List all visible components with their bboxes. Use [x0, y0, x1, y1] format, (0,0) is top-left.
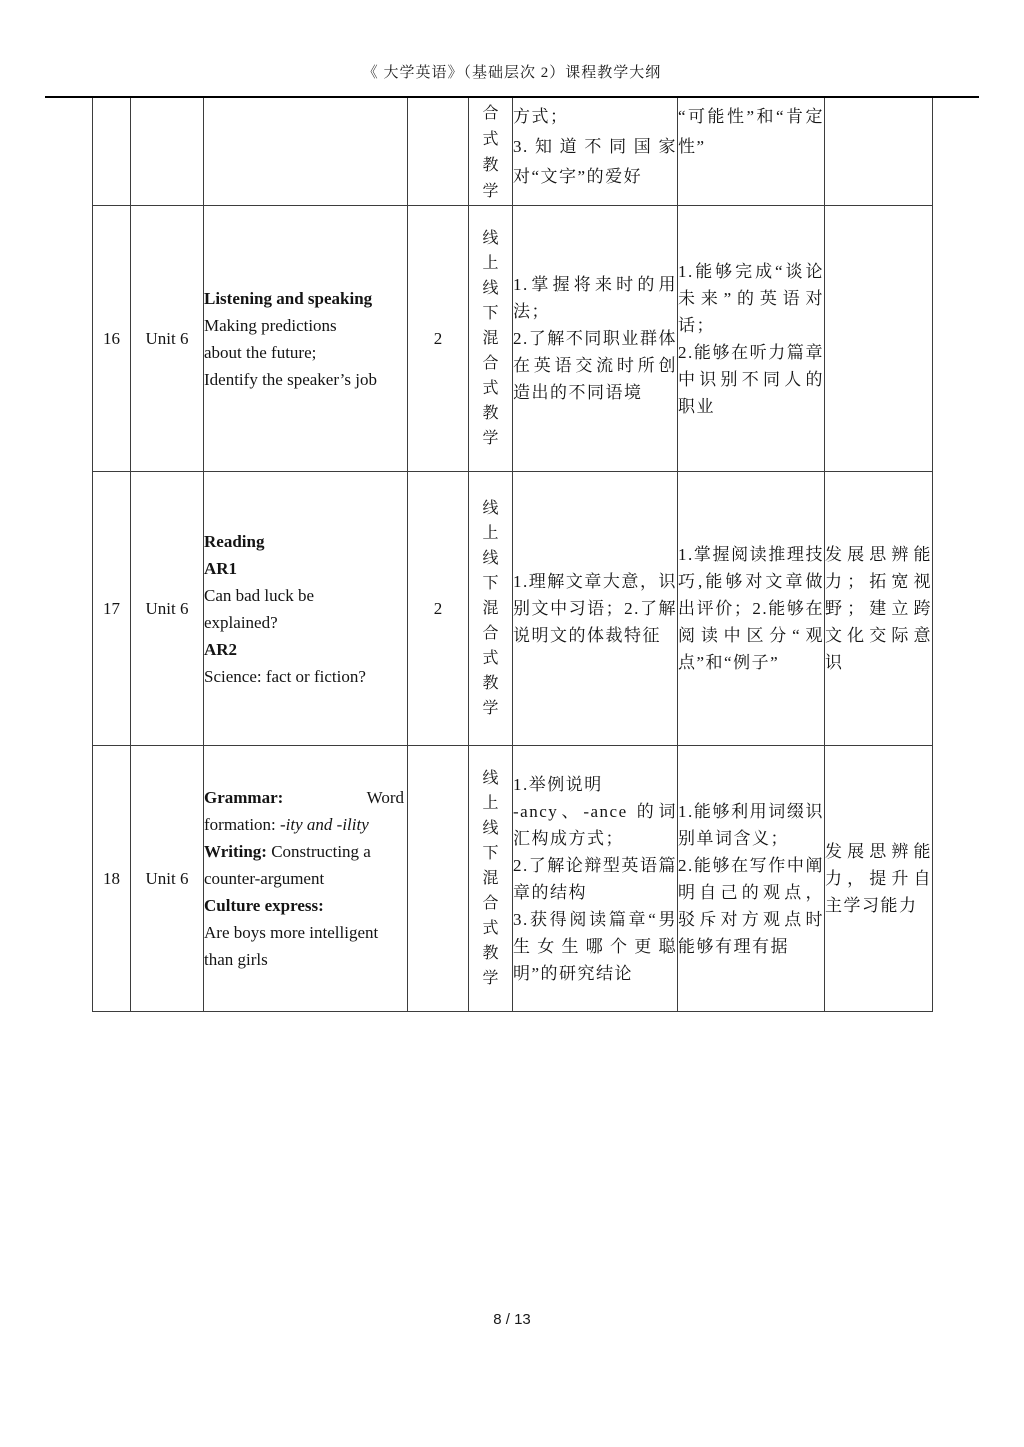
content-segment: Reading: [204, 531, 265, 551]
unit-cell: Unit 6: [131, 746, 204, 1012]
competency-cell: [825, 746, 933, 1012]
vertical-char: 教: [482, 945, 499, 962]
content-line: [204, 582, 407, 609]
content-line: [204, 838, 407, 865]
content-segment: Can bad luck be: [204, 585, 314, 605]
content-line: [204, 865, 407, 892]
unit-cell: [131, 98, 204, 206]
sequence-number-cell: 18: [93, 746, 131, 1012]
vertical-char: 混: [482, 870, 499, 887]
vertical-char: 学: [482, 700, 499, 717]
content-segment: Making predictions: [204, 315, 337, 335]
unit-cell: Unit 6: [131, 206, 204, 472]
paragraph: 2.了解不同职业群体在英语交流时所创造出的不同语境: [513, 329, 677, 402]
vertical-char: 式: [482, 650, 499, 667]
content-segment: than girls: [204, 950, 268, 969]
paragraph: 1.理解文章大意，识别文中习语；2.了解说明文的体裁特征: [513, 572, 677, 645]
paragraph: 发展思辨能力；拓宽视野；建立跨文化交际意识: [825, 545, 932, 672]
knowledge-objectives-cell: [513, 746, 678, 1012]
paragraph: 1.能够利用词缀识别单词含义；: [678, 801, 824, 848]
vertical-char: 式: [482, 380, 499, 397]
teaching-content-cell: [204, 746, 408, 1012]
paragraph: 3.获得阅读篇章“男生女生哪个更聪明”的研究结论: [513, 909, 677, 983]
vertical-char: 教: [482, 157, 499, 174]
vertical-char: 式: [482, 131, 499, 148]
content-segment: Writing:: [204, 842, 267, 861]
knowledge-objectives-cell: [513, 98, 678, 206]
content-segment: AR2: [204, 639, 238, 659]
vertical-char: 线: [482, 770, 499, 787]
content-line: [204, 919, 407, 946]
table-row-16: [93, 206, 933, 472]
competency-cell: [825, 472, 933, 746]
paragraph: 2.了解论辩型英语篇章的结构: [513, 855, 677, 902]
syllabus-table: [92, 98, 933, 1012]
vertical-char: 学: [482, 970, 499, 987]
content-segment: Listening and speaking: [204, 288, 373, 308]
content-segment: Are boys more intelligent: [204, 923, 379, 942]
content-line: [204, 555, 407, 582]
vertical-char: 线: [482, 230, 499, 247]
content-segment: Science: fact or fiction?: [204, 666, 366, 686]
paragraph: 1.掌握将来时的用法；: [513, 275, 677, 321]
sequence-number-cell: 16: [93, 206, 131, 472]
content-segment: explained?: [204, 612, 278, 632]
vertical-char: 线: [482, 500, 499, 517]
content-line: [204, 892, 407, 919]
paragraph: 1.掌握阅读推理技巧,能够对文章做出评价；2.能够在阅读中区分“观点”和“例子”: [678, 545, 824, 672]
teaching-method-cell: [469, 206, 513, 472]
unit-cell: Unit 6: [131, 472, 204, 746]
content-segment: Culture express:: [204, 896, 324, 915]
paragraph: 1.能够完成“谈论未来”的英语对话；: [678, 261, 824, 335]
page-header-title: 《 大学英语》（基础层次 2）课程教学大纲: [362, 65, 662, 81]
content-segment: Constructing a: [266, 842, 371, 861]
content-segment: -ity and -ility: [280, 815, 369, 834]
table-row-17: [93, 472, 933, 746]
vertical-char: 合: [482, 625, 499, 642]
content-segment: Word: [366, 788, 404, 807]
knowledge-objectives-cell: [513, 472, 678, 746]
vertical-char: 合: [482, 105, 499, 122]
content-segment: Identify the speaker’s job: [204, 369, 377, 389]
hours-cell: [408, 98, 469, 206]
ability-objectives-cell: [678, 206, 825, 472]
ability-objectives-cell: [678, 472, 825, 746]
content-segment: AR1: [204, 558, 238, 578]
vertical-char: 学: [482, 183, 499, 200]
content-line: [204, 285, 407, 312]
vertical-char: 学: [482, 430, 499, 447]
vertical-char: 线: [482, 820, 499, 837]
content-segment: Grammar:: [204, 788, 284, 807]
ability-objectives-cell: [678, 98, 825, 206]
vertical-char: 上: [482, 255, 499, 272]
paragraph: 2.能够在听力篇章中识别不同人的职业: [678, 342, 824, 416]
vertical-char: 教: [482, 675, 499, 692]
paragraph: -ancy、-ance 的词汇构成方式；: [513, 801, 677, 848]
vertical-char: 下: [482, 845, 499, 862]
vertical-char: 合: [482, 895, 499, 912]
content-line: [204, 366, 407, 393]
vertical-char: 线: [482, 280, 499, 297]
paragraph: 2.能够在写作中阐明自己的观点，驳斥对方观点时能够有理有据: [678, 855, 824, 956]
vertical-char: 混: [482, 330, 499, 347]
sequence-number-cell: [93, 98, 131, 206]
page-number: 8 / 13: [493, 1311, 531, 1328]
vertical-char: 混: [482, 600, 499, 617]
content-line: [204, 784, 407, 811]
hours-cell: 2: [408, 472, 469, 746]
teaching-method-cell: [469, 98, 513, 206]
sequence-number-cell: 17: [93, 472, 131, 746]
table-row-18: [93, 746, 933, 1012]
hours-cell: 2: [408, 206, 469, 472]
vertical-char: 合: [482, 355, 499, 372]
content-segment: about the future;: [204, 342, 317, 362]
content-line: [204, 811, 407, 838]
competency-cell: [825, 98, 933, 206]
content-line: [204, 528, 407, 555]
content-segment: formation:: [204, 815, 281, 834]
content-line: [204, 312, 407, 339]
teaching-method-cell: [469, 746, 513, 1012]
paragraph: 方式；: [513, 107, 569, 126]
paragraph: 3.知道不同国家对“文字”的爱好: [513, 137, 677, 186]
teaching-content-cell: [204, 206, 408, 472]
vertical-char: 教: [482, 405, 499, 422]
knowledge-objectives-cell: [513, 206, 678, 472]
content-line: [204, 946, 407, 973]
vertical-char: 上: [482, 795, 499, 812]
teaching-content-cell: [204, 98, 408, 206]
teaching-method-cell: [469, 472, 513, 746]
vertical-char: 线: [482, 550, 499, 567]
teaching-content-cell: [204, 472, 408, 746]
vertical-char: 式: [482, 920, 499, 937]
content-segment: counter-argument: [204, 869, 325, 888]
content-line: [204, 636, 407, 663]
paragraph: 发展思辨能力，提升自主学习能力: [825, 842, 932, 915]
hours-cell: [408, 746, 469, 1012]
vertical-char: 下: [482, 305, 499, 322]
paragraph: “可能性”和“肯定性”: [678, 107, 824, 156]
vertical-char: 下: [482, 575, 499, 592]
content-line: [204, 609, 407, 636]
vertical-char: 上: [482, 525, 499, 542]
ability-objectives-cell: [678, 746, 825, 1012]
table-row-partial: [93, 98, 933, 206]
competency-cell: [825, 206, 933, 472]
content-line: [204, 663, 407, 690]
paragraph: 1.举例说明: [513, 774, 603, 794]
content-line: [204, 339, 407, 366]
